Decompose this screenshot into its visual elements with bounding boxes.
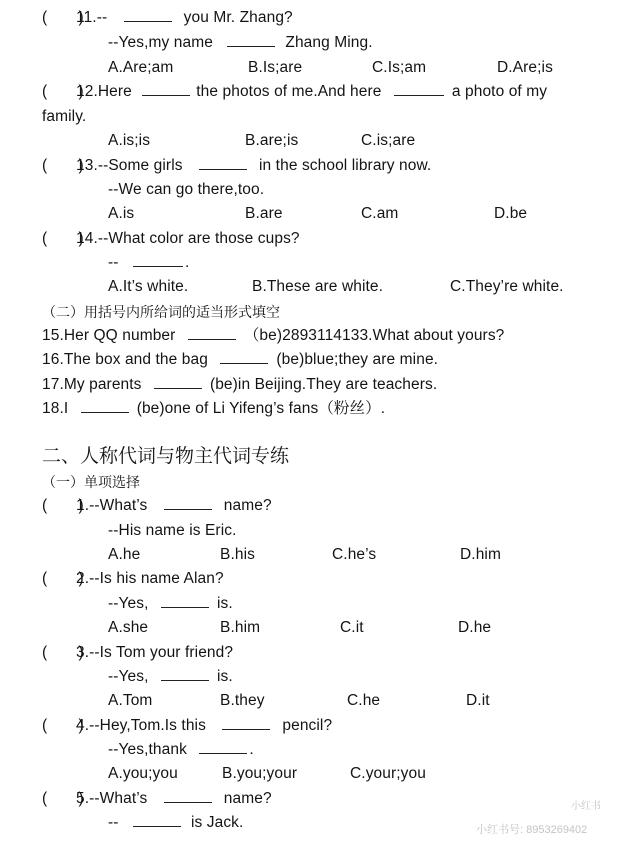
q5-line2-a: -- (108, 814, 119, 831)
answer-blank[interactable] (164, 789, 212, 803)
option-c[interactable]: C.it (340, 619, 364, 636)
q5-line2 (108, 813, 243, 833)
fill-item-17 (42, 375, 437, 395)
answer-paren: ( ) (42, 9, 84, 26)
q2-line2-b: is. (216, 595, 233, 612)
option-b[interactable]: B.are;is (245, 132, 299, 149)
q3-line2-b: is. (216, 668, 233, 685)
q2-line2 (108, 594, 233, 614)
option-a[interactable]: A.you;you (108, 765, 178, 782)
section2-title: 二、人称代词与物主代词专练 (42, 446, 290, 467)
option-c[interactable]: C.is;are (361, 132, 416, 149)
option-d[interactable]: D.him (460, 546, 501, 563)
q4-stem-b: pencil? (282, 717, 333, 734)
answer-blank[interactable] (220, 350, 268, 364)
q13-stem-a: 13.--Some girls (76, 157, 183, 174)
option-a[interactable]: A.is (108, 205, 135, 222)
question-4 (42, 716, 332, 736)
answer-blank[interactable] (199, 740, 247, 754)
q11-line2 (108, 33, 373, 53)
q12-stem-c: a photo of my (451, 83, 548, 100)
option-d[interactable]: D.it (466, 692, 490, 709)
q11-line2-b: Zhang Ming. (285, 34, 373, 51)
q13-stem-b: in the school library now. (259, 157, 432, 174)
q14-line2 (108, 253, 189, 273)
q4-line2-b: . (249, 741, 254, 758)
answer-blank[interactable] (199, 156, 247, 170)
answer-blank[interactable] (161, 594, 209, 608)
watermark-logo: 小红书 (571, 801, 601, 812)
option-c[interactable]: C.he’s (332, 546, 377, 563)
option-c[interactable]: C.he (347, 692, 381, 709)
option-a[interactable]: A.Tom (108, 692, 153, 709)
fill-15-b: （be)2893114133.What about yours? (243, 327, 505, 344)
option-a[interactable]: A.he (108, 546, 141, 563)
fill-item-16 (42, 350, 438, 370)
answer-paren: ( ) (42, 717, 84, 734)
question-11 (42, 8, 293, 28)
q13-line2: --We can go there,too. (108, 181, 265, 198)
answer-paren: ( ) (42, 497, 84, 514)
fill-17-a: 17.My parents (42, 376, 142, 393)
option-c[interactable]: C.your;you (350, 765, 426, 782)
q1-stem-a: 1.--What’s (76, 497, 148, 514)
q4-stem-a: 4.--Hey,Tom.Is this (76, 717, 206, 734)
option-b[interactable]: B.his (220, 546, 255, 563)
q5-line2-b: is Jack. (190, 814, 244, 831)
q4-line2-a: --Yes,thank (108, 741, 187, 758)
fill-16-b: (be)blue;they are mine. (276, 351, 439, 368)
q2-stem: 2.--Is his name Alan? (76, 570, 224, 587)
q4-line2 (108, 740, 254, 760)
option-a[interactable]: A.is;is (108, 132, 151, 149)
question-13 (42, 156, 431, 176)
option-c[interactable]: C.Is;am (372, 59, 427, 76)
answer-blank[interactable] (154, 375, 202, 389)
q14-line2-a: -- (108, 254, 119, 271)
option-d[interactable]: D.be (494, 205, 528, 222)
fill-item-15 (42, 326, 504, 346)
answer-blank[interactable] (81, 399, 129, 413)
fill-16-a: 16.The box and the bag (42, 351, 208, 368)
option-b[interactable]: B.These are white. (252, 278, 384, 295)
watermark-id: 小红书号: 8953269402 (476, 824, 588, 836)
option-a[interactable]: A.Are;am (108, 59, 174, 76)
answer-paren: ( ) (42, 790, 84, 807)
option-b[interactable]: B.they (220, 692, 265, 709)
question-3 (42, 643, 233, 663)
q12-line2: family. (42, 108, 87, 125)
fill-18-b: (be)one of Li Yifeng’s fans（粉丝）. (136, 400, 386, 417)
q14-stem: 14.--What color are those cups? (76, 230, 300, 247)
q11-stem-b: you Mr. Zhang? (183, 9, 293, 26)
answer-blank[interactable] (142, 82, 190, 96)
answer-blank[interactable] (124, 8, 172, 22)
answer-blank[interactable] (164, 496, 212, 510)
question-1 (42, 496, 272, 516)
q3-line2 (108, 667, 233, 687)
fill-18-a: 18.I (42, 400, 69, 417)
q12-stem-a: 12.Here (76, 83, 132, 100)
q2-line2-a: --Yes, (108, 595, 149, 612)
q5-stem-b: name? (223, 790, 272, 807)
q14-line2-b: . (184, 254, 190, 271)
answer-paren: ( ) (42, 230, 84, 247)
fill-item-18 (42, 399, 385, 419)
q3-line2-a: --Yes, (108, 668, 149, 685)
answer-blank[interactable] (227, 33, 275, 47)
answer-blank[interactable] (133, 813, 181, 827)
answer-blank[interactable] (133, 253, 183, 267)
question-14 (42, 229, 300, 249)
q11-line2-a: --Yes,my name (108, 34, 213, 51)
answer-blank[interactable] (188, 326, 236, 340)
answer-blank[interactable] (222, 716, 270, 730)
q12-stem-b: the photos of me.And here (196, 83, 382, 100)
q3-stem: 3.--Is Tom your friend? (76, 644, 234, 661)
option-c[interactable]: C.They’re white. (450, 278, 564, 295)
q11-stem-a: 11.-- (76, 9, 108, 26)
option-a[interactable]: A.she (108, 619, 149, 636)
answer-paren: ( ) (42, 644, 84, 661)
part2-heading: （二）用括号内所给词的适当形式填空 (42, 304, 280, 320)
answer-blank[interactable] (161, 667, 209, 681)
answer-blank[interactable] (394, 82, 444, 96)
part1-heading: （一）单项选择 (42, 474, 140, 490)
option-b[interactable]: B.are (245, 205, 283, 222)
option-c[interactable]: C.am (361, 205, 399, 222)
answer-paren: ( ) (42, 157, 84, 174)
option-b[interactable]: B.him (220, 619, 261, 636)
option-d[interactable]: D.he (458, 619, 492, 636)
question-2 (42, 569, 224, 589)
fill-17-b: (be)in Beijing.They are teachers. (209, 376, 438, 393)
option-b[interactable]: B.Is;are (248, 59, 303, 76)
fill-15-a: 15.Her QQ number (42, 327, 176, 344)
answer-paren: ( ) (42, 83, 84, 100)
q1-stem-b: name? (223, 497, 272, 514)
option-a[interactable]: A.It’s white. (108, 278, 189, 295)
option-b[interactable]: B.you;your (222, 765, 298, 782)
q5-stem-a: 5.--What’s (76, 790, 148, 807)
option-d[interactable]: D.Are;is (497, 59, 553, 76)
question-5 (42, 789, 272, 809)
q1-line2: --His name is Eric. (108, 522, 237, 539)
answer-paren: ( ) (42, 570, 84, 587)
question-12 (42, 82, 547, 102)
